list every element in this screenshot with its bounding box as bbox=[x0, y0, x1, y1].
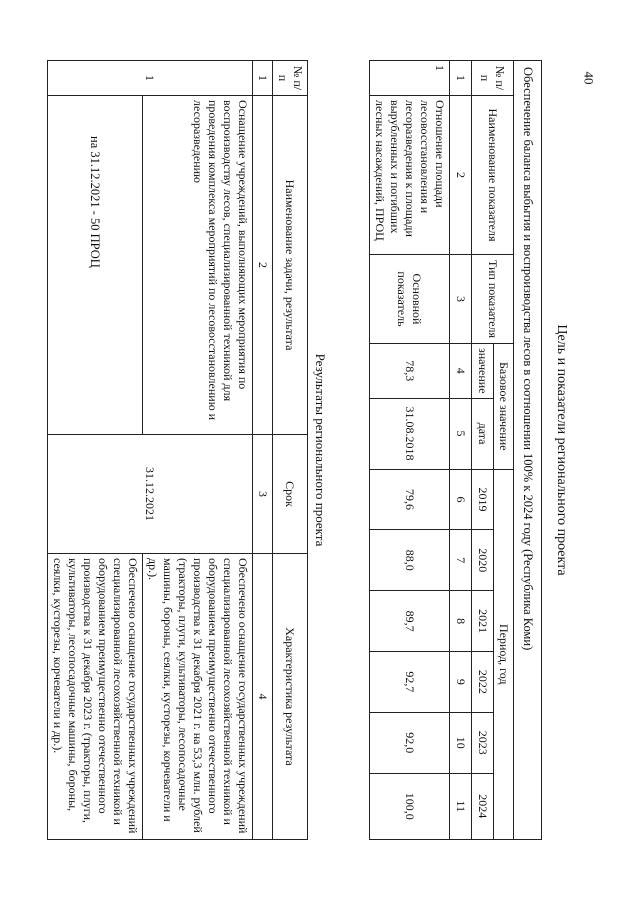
header-base-date: дата bbox=[472, 398, 494, 469]
year-value: 88,0 bbox=[370, 530, 450, 591]
result-subtarget: на 31.12.2021 - 50 ПРОЦ bbox=[48, 96, 143, 435]
base-date: 31.08.2018 bbox=[370, 398, 450, 469]
year-value: 92,0 bbox=[370, 712, 450, 773]
col-number: 1 bbox=[450, 61, 472, 96]
header-num: № п/п bbox=[273, 61, 308, 96]
header-indicator: Наименование показателя bbox=[472, 96, 514, 255]
col-number: 6 bbox=[450, 469, 472, 530]
year-value: 92,7 bbox=[370, 651, 450, 712]
results-table bbox=[47, 60, 308, 840]
header-name: Наименование задачи, результата bbox=[273, 96, 308, 435]
header-characteristic: Характеристика результата bbox=[273, 554, 308, 840]
col-number: 4 bbox=[450, 344, 472, 399]
header-period: Период, год bbox=[494, 469, 514, 839]
header-year: 2022 bbox=[472, 651, 494, 712]
indicator-type: Основной показатель bbox=[370, 255, 450, 344]
row-num: 1 bbox=[48, 61, 253, 96]
column-number-row bbox=[253, 61, 273, 840]
year-value: 79,6 bbox=[370, 469, 450, 530]
year-value: 89,7 bbox=[370, 591, 450, 652]
col-number: 2 bbox=[450, 96, 472, 255]
header-type: Тип показателя bbox=[472, 255, 514, 344]
table-row bbox=[370, 61, 450, 840]
col-number: 2 bbox=[253, 96, 273, 435]
year-value: 100,0 bbox=[370, 773, 450, 839]
header-term: Срок bbox=[273, 435, 308, 554]
indicator-name: Отношение площади лесовосстановления и лесоразведения к площади вырубленных и погибших лесных насаждений, ПРОЦ bbox=[370, 96, 450, 255]
col-number: 8 bbox=[450, 591, 472, 652]
rotated-page-content bbox=[51, 60, 570, 840]
result-characteristic: Обеспечено оснащение государственных учреждений специализированной лесохозяйственной техникой и оборудованием преимущественно отечественного производства к 31 декабря 2021 г. на 53,3 млн. рублей (тракторы, плуги, культиваторы, лесопосадочные машины, бороны, сеялки, кусторезы, корчеватели и др.). bbox=[143, 554, 253, 840]
col-number: 5 bbox=[450, 398, 472, 469]
header-year: 2020 bbox=[472, 530, 494, 591]
col-number: 1 bbox=[253, 61, 273, 96]
result-name: Оснащение учреждений, выполняющих мероприятия по воспроизводству лесов, специализированной техникой для проведения комплекса мероприятий по лесовосстановлению и лесоразведению bbox=[143, 96, 253, 435]
col-number: 10 bbox=[450, 712, 472, 773]
header-year: 2024 bbox=[472, 773, 494, 839]
header-num: № п/п bbox=[472, 61, 514, 96]
goal-table-caption: Обеспечение баланса выбытия и воспроизводства лесов в соотношении 100% к 2024 году (Республика Коми) bbox=[514, 61, 542, 840]
table-row bbox=[143, 61, 253, 840]
header-base-val: значение bbox=[472, 344, 494, 399]
row-num: 1 bbox=[370, 61, 450, 96]
goal-section-title: Цель и показатели регионального проекта bbox=[554, 324, 569, 576]
column-number-row bbox=[450, 61, 472, 840]
col-number: 3 bbox=[450, 255, 472, 344]
header-year: 2021 bbox=[472, 591, 494, 652]
results-section-title: Результаты регионального проекта bbox=[313, 353, 328, 547]
col-number: 4 bbox=[253, 554, 273, 840]
page-number: 40 bbox=[581, 71, 597, 85]
col-number: 7 bbox=[450, 530, 472, 591]
col-number: 3 bbox=[253, 435, 273, 554]
result-term: 31.12.2021 bbox=[48, 435, 253, 554]
goal-indicators-table bbox=[369, 60, 542, 840]
col-number: 9 bbox=[450, 651, 472, 712]
base-value: 78,3 bbox=[370, 344, 450, 399]
header-year: 2023 bbox=[472, 712, 494, 773]
col-number: 11 bbox=[450, 773, 472, 839]
header-base-value: Базовое значение bbox=[494, 344, 514, 470]
result-characteristic: Обеспечено оснащение государственных учреждений специализированной лесохозяйственной техникой и оборудованием преимущественно отечественного производства к 31 декабря 2023 г. (тракторы, плуги, культиваторы, лесопосадочные машины, бороны, сеялки, кусторезы, корчеватели и др.). bbox=[48, 554, 143, 840]
header-year: 2019 bbox=[472, 469, 494, 530]
